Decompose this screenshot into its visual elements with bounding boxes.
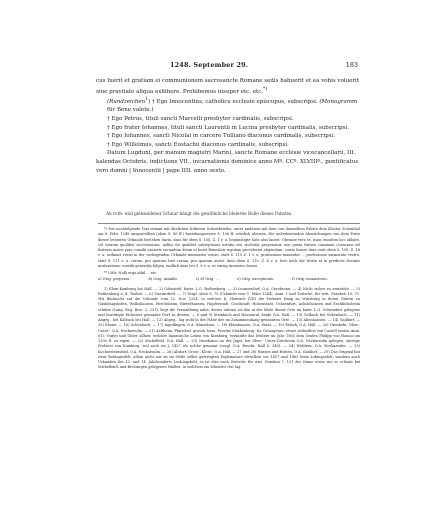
variant-reading: b) Orig. Amnilii. [148, 277, 178, 282]
page-header [98, 60, 358, 70]
header-date: 1248. September 29. [170, 61, 249, 69]
cardinal-signature: † Ego Petrus, tituli sancti Marcelli presbyter cardinalis, subscripsi. [107, 116, 294, 123]
footnote-divider [98, 223, 360, 224]
variant-readings [98, 277, 360, 282]
footnote-text: 1) Klein-Komburg bei Hall. — 2) Gebsattel, baier. L.G. Rothenburg. — 3) Loutzendorf, O.A. Gerabronn. — 4) Nicht sicher zu ermitteln. — 5) Rothenburg a. d. Tauber. — 6) Unermittelt. — 7) Vergl. oben S. 75 (Urkunde vom 1. März 1244), Anm. 1 und Zeitsche. für wirt. Franken 10, 75. Mit Rücksicht auf die Urkunde vom 22. Nov. 1254, in welcher K. Heinrich (VII) die Probstei Haag zu Würzburg in ihrem Gütern zu Gaukönigshofen, Wolkshausen, Herchsheim, Bütterhausen, Hopferstadt, Goodstadt, Hohenstadt, Ochsenfurt, Acholshausen und Eschbichsheim schützt (Lang, Reg. Boic. 2, 231), liegt die Vermuthung nahe, dieses Aderns sei das in der Mitte dieser Orte im baier. L.G. Ochsenfurt gelegene und bestätigte Eichelsee genannte Dorf zu deuten. — 8 und 9) Steinbach und Hessental, beide O.A. Hall. — 10) Gelbach bei Gebenbach. — 11) Abgeg., bei Kalbach bei Hall. — 12) Abgeg., lag wohl in der Nähe der im Zusammenhang genannten Orte. — 13) Abenhausen. — 14) Gaildorf. — 15) Eheim. — 16) Schönbach. — 17) Ingelfingen, O.A. Künzelsau. — 18) Kleinhausen, O.A. Staat. — 19) Erlach, O.A. Hall. — 20) Grimbeln, Ober-, Unter-, O.A. Neckarsulm. — 21) Aeltheim, Pfarrdorf, grossh. hess. Provinz Starkenburg, Kr. Grossgerau, etwas südöstlich von Castell (unten Anm. 61); Vogtei und Güter allhier, welcher hanauische Lehen von Komburg, verkaufte das letztere im Jahr 1565 dem Grafen Philipp von Hanau um 1300 fl. zu eigen. — 22) Michelfeld, O.A. Hall. — 23) Nussbaum an der Jagst, bei Ober-, Unter-Griesheim O.A. Neckarsulm gelegen, einstige Probstei von Komburg, wol noch im J. 1457 als solche genannt (vergl. O.A. Beschr. Hall S. 340). — 24) Widdern, O.A. Neckarsulm. — 25) Kochersteinsfeld, O.A. Neckarsulm. — 26) Altdorf, Gross-, Klein-, O.A. Hall. — 27 und 28) Hassen und Hütten, O.A. Gaildorf. — 29) Das Original hat zwar Bohingesfelt, allein nicht nur ist im Stifte selbst gefertigten Diplomatare dieselben vor 1457 und 1463 beim Lehingesfelt, sondern auch Urkunden des 13. und 14. Jahrhunderts Leohingsfeld; es ist dies nach Zeitschr. für wirt. Franken 7, 151 der Name eines wie es scheint bei Michelbach und Bretzingen gelegenen Waldes, in welchem ein lebender Gut lag. [98, 286, 360, 370]
document-body [96, 77, 360, 175]
datum-paragraph: Datum Lugduni, per manum magistri Marini, sancte Romane ecclesie vicecancellarii, III. kalendas Octobris, indictione VII., incarnationis dominice anno Mº. CCº. XLVIIIº., pontificatus vero domni | Innocentii | pape IIII. anno sexto. [96, 150, 359, 174]
variant-reading: c) d) Orig. ... [195, 277, 220, 282]
footnotes [98, 221, 360, 372]
cardinal-signature: † Ego Willelmus, sancti Eustachii diaconus cardinalis, subscripsi. [107, 141, 289, 148]
footnote-text: **) Mit: Nulli ergo nihil ... etc. [104, 270, 158, 275]
seal-note: An roth- und gelbseidener Schnur hängt die gewöhnliche bleierne Bulle dieses Pabstes. [106, 211, 293, 216]
cardinal-signature: † Ego Iohannes, sancti Nicolai in carcere Tulliano diaconus cardinalis, subscripsi. [107, 133, 335, 140]
footnote-text: *) Der nachfolgende Text stimmt mit ähnlichen früheren Schutzbriefen, unter anderem mit dem von demselben Pabste dem Kloster Schönthal am 8. Febr. 1248 ausgestellten (oben S. 86 ff.) beziehungsweise S. 108 ff. wörtlich überein. Die unbedeutenden Abweichungen von dem Texte dieser letzteren Urkunde bestehen darin, dass für oben S. 108, Z. 1 v. u. begünstigte Satz also lautet: Obeunte vero te, nunc eiusdem loci abbate, vel tuorum quolibet successorum, nullus ibi qualibet subreptionis astutia seu violentia preponatur, nisi quem fratres communi consensu vel fratrum maior pars consilii sanioris secundum deum et beati Benedicti regulam providerint eligendum, sowie ferner dass statt oben S. 109, Z. 18 v. u. ordinari vestri in der vorliegenden Urkunde memorato vestro, statt S. 110 Z. 1 v. u. professione maneatur ... professione memorato vestro, statt S. 111 v. u. carum, pro quarum biet carum, pro quarum ausht, dass eben S. 110, Z. 4 v. u. hier noch die Worte et in predictis decimis moderatione consilii generalis folgen, endlich dass bei S. 8 v. u. es einzig incensivo heisst. [98, 227, 360, 268]
page-number: 183 [345, 61, 358, 69]
cardinal-signature: † Ego frater Iohannes, tituli sancti Laurentii in Lucina presbyter cardinalis, subscripsi. [107, 124, 349, 131]
body-paragraph: cus fuerit et gratiam ei communionem sacrosancte Romane sedis habuerit et ea vobis voluerit sine pravitate aliqua exhibere. Prohibemus insuper etc. etc.*). [96, 78, 360, 95]
variant-reading: a) Orig. properas. [98, 277, 131, 282]
variant-reading: f) Orig. monasterio. [291, 277, 328, 282]
footnote-marker: *). [263, 86, 269, 92]
pope-signature-line: (Rundzeichen$^1$) † Ego Innocentius, catholice ecclesie episcopus, subscripsi. (Monogramm für Bene valete.) [107, 97, 358, 114]
variant-reading: e) Orig. exceptionis. [237, 277, 274, 282]
